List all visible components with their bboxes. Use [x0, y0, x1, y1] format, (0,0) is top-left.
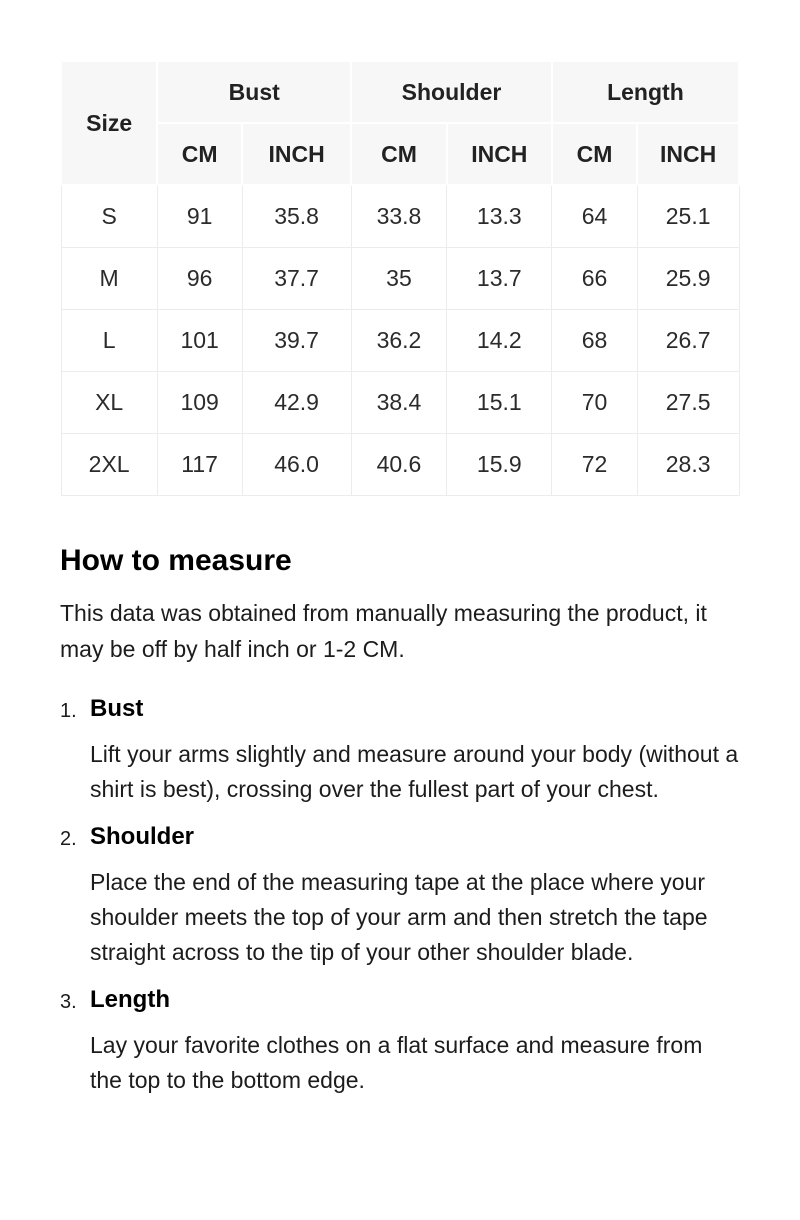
cell-value: 42.9 — [242, 371, 351, 433]
list-item-bust — [60, 693, 740, 807]
cell-value: 109 — [157, 371, 242, 433]
cell-value: 26.7 — [637, 309, 739, 371]
size-label: L — [61, 309, 157, 371]
how-to-measure-heading: How to measure — [60, 543, 292, 577]
shoulder-group-header: Shoulder — [351, 61, 552, 123]
measure-disclaimer-text: This data was obtained from manually measuring the product, it may be off by half inch or 1-2 CM. — [60, 599, 707, 662]
size-label: M — [61, 247, 157, 309]
list-item-length — [60, 984, 740, 1098]
cell-value: 15.9 — [447, 433, 552, 495]
size-label: S — [61, 185, 157, 247]
step-number: 2. — [60, 827, 77, 850]
size-column-header: Size — [61, 61, 157, 185]
bust-inch-header: INCH — [242, 123, 351, 185]
cell-value: 25.9 — [637, 247, 739, 309]
table-header-groups-row — [61, 61, 739, 123]
cell-value: 101 — [157, 309, 242, 371]
cell-value: 36.2 — [351, 309, 447, 371]
table-row — [61, 371, 739, 433]
cell-value: 14.2 — [447, 309, 552, 371]
step-description: Lay your favorite clothes on a flat surface and measure from the top to the bottom edge. — [90, 1031, 703, 1093]
measure-steps-list — [60, 693, 740, 1098]
step-description: Lift your arms slightly and measure around your body (without a shirt is best), crossing over the fullest part of your chest. — [90, 740, 739, 802]
cell-value: 25.1 — [637, 185, 739, 247]
cell-value: 40.6 — [351, 433, 447, 495]
shoulder-inch-header: INCH — [447, 123, 552, 185]
step-number: 1. — [60, 699, 77, 722]
size-label: XL — [61, 371, 157, 433]
cell-value: 13.7 — [447, 247, 552, 309]
length-inch-header: INCH — [637, 123, 739, 185]
cell-value: 35.8 — [242, 185, 351, 247]
list-item-shoulder — [60, 821, 740, 970]
cell-value: 64 — [552, 185, 637, 247]
cell-value: 72 — [552, 433, 637, 495]
step-number: 3. — [60, 990, 77, 1013]
bust-cm-header: CM — [157, 123, 242, 185]
step-term-bust: Bust — [90, 694, 144, 722]
shoulder-cm-header: CM — [351, 123, 447, 185]
step-body — [90, 821, 740, 970]
cell-value: 91 — [157, 185, 242, 247]
cell-value: 66 — [552, 247, 637, 309]
cell-value: 70 — [552, 371, 637, 433]
cell-value: 46.0 — [242, 433, 351, 495]
cell-value: 15.1 — [447, 371, 552, 433]
step-body — [90, 984, 740, 1098]
length-group-header: Length — [552, 61, 739, 123]
step-body — [90, 693, 740, 807]
cell-value: 68 — [552, 309, 637, 371]
cell-value: 117 — [157, 433, 242, 495]
cell-value: 39.7 — [242, 309, 351, 371]
step-description: Place the end of the measuring tape at the place where your shoulder meets the top of your arm and then stretch the tape straight across to the tip of your other shoulder blade. — [90, 868, 708, 965]
cell-value: 35 — [351, 247, 447, 309]
cell-value: 38.4 — [351, 371, 447, 433]
length-cm-header: CM — [552, 123, 637, 185]
table-row — [61, 185, 739, 247]
step-term-length: Length — [90, 985, 170, 1013]
cell-value: 28.3 — [637, 433, 739, 495]
cell-value: 27.5 — [637, 371, 739, 433]
cell-value: 96 — [157, 247, 242, 309]
table-header-units-row — [61, 123, 739, 185]
table-row — [61, 247, 739, 309]
table-row — [61, 309, 739, 371]
cell-value: 13.3 — [447, 185, 552, 247]
size-chart-table — [60, 60, 740, 496]
cell-value: 37.7 — [242, 247, 351, 309]
step-term-shoulder: Shoulder — [90, 822, 195, 850]
cell-value: 33.8 — [351, 185, 447, 247]
size-label: 2XL — [61, 433, 157, 495]
bust-group-header: Bust — [157, 61, 351, 123]
table-row — [61, 433, 739, 495]
